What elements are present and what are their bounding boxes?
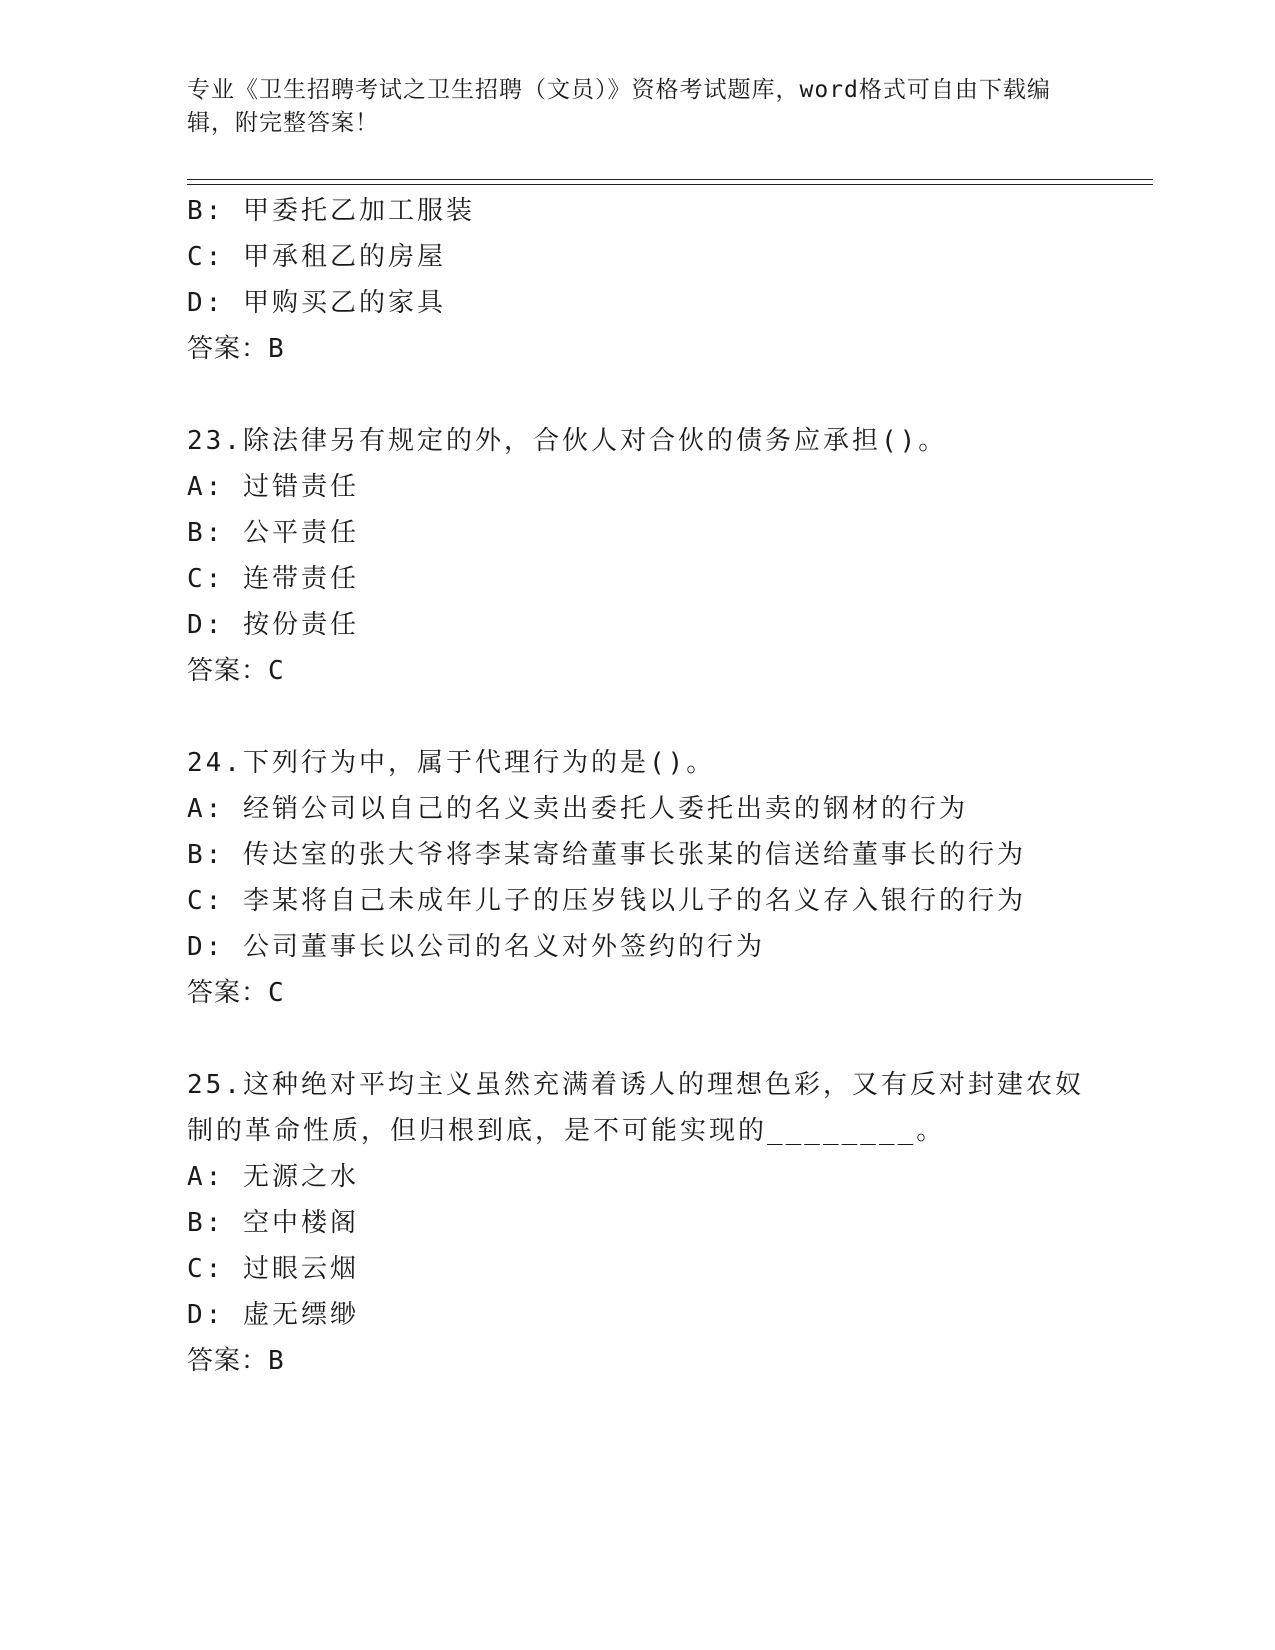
spacer [187,372,1187,418]
option-a: A: 经销公司以自己的名义卖出委托人委托出卖的钢材的行为 [187,794,968,824]
answer-label: 答案： [187,334,269,364]
option-d: D: 甲购买乙的家具 [187,288,446,318]
answer-value: C [268,656,285,686]
question-block-24 [187,740,1187,1016]
answer-line [187,970,1187,1016]
header-divider-top [187,179,1153,180]
question-text: 23.除法律另有规定的外，合伙人对合伙的债务应承担()。 [187,426,948,456]
answer-line [187,648,1187,694]
question-block-prev [187,188,1187,372]
option-b: B: 传达室的张大爷将李某寄给董事长张某的信送给董事长的行为 [187,840,1026,870]
question-text: 24.下列行为中，属于代理行为的是()。 [187,748,716,778]
answer-value: B [268,1346,285,1376]
option-b: B: 甲委托乙加工服装 [187,196,475,226]
question-block-25 [187,1062,1187,1384]
answer-label: 答案： [187,978,269,1008]
option-a: A: 过错责任 [187,472,359,502]
option-d: D: 按份责任 [187,610,359,640]
question-list [187,188,1187,1384]
answer-line [187,1338,1187,1384]
document-header: 专业《卫生招聘考试之卫生招聘（文员）》资格考试题库，word格式可自由下载编辑，附完整答案！ [187,77,1051,136]
answer-label: 答案： [187,656,269,686]
option-c: C: 连带责任 [187,564,359,594]
option-b: B: 空中楼阁 [187,1208,359,1238]
spacer [187,1016,1187,1062]
answer-value: B [268,334,285,364]
answer-line [187,326,1187,372]
answer-value: C [268,978,285,1008]
answer-label: 答案： [187,1346,269,1376]
header-divider-bottom [187,184,1153,185]
option-d: D: 公司董事长以公司的名义对外签约的行为 [187,932,765,962]
option-a: A: 无源之水 [187,1162,359,1192]
question-text: 25.这种绝对平均主义虽然充满着诱人的理想色彩，又有反对封建农奴制的革命性质，但归根到底，是不可能实现的________。 [187,1070,1084,1146]
option-c: C: 甲承租乙的房屋 [187,242,446,272]
spacer [187,694,1187,740]
option-c: C: 过眼云烟 [187,1254,359,1284]
question-block-23 [187,418,1187,694]
option-d: D: 虚无缥缈 [187,1300,359,1330]
option-b: B: 公平责任 [187,518,359,548]
option-c: C: 李某将自己未成年儿子的压岁钱以儿子的名义存入银行的行为 [187,886,1026,916]
